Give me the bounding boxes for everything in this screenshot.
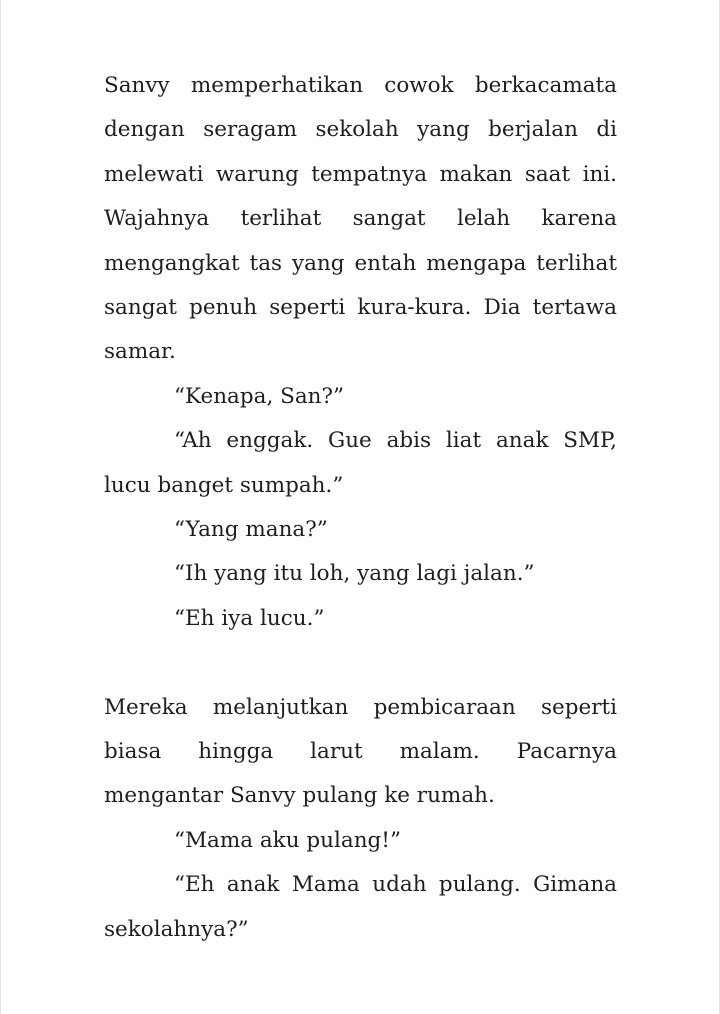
dialogue-line: “Yang mana?”	[174, 517, 328, 543]
narration-paragraph: Mereka melanjutkan pembicaraan seperti biasa hingga larut malam. Pacarnya mengantar Sanvy pulang ke rumah.	[104, 694, 617, 809]
dialogue-line: “Kenapa, San?”	[174, 383, 345, 409]
dialogue-line: “Eh anak Mama udah pulang. Gimana sekolahnya?”	[104, 872, 617, 942]
page-text	[104, 64, 617, 952]
dialogue-line: “Ah enggak. Gue abis liat anak SMP, lucu banget sumpah.”	[104, 428, 617, 498]
dialogue-line: “Mama aku pulang!”	[174, 827, 401, 853]
narration-paragraph: Sanvy memperhatikan cowok berkacamata dengan seragam sekolah yang berjalan di melewati warung tempatnya makan saat ini. Wajahnya terlihat sangat lelah karena mengangkat tas yang entah mengapa terlihat sangat penuh seperti kura-kura. Dia tertawa samar.	[104, 73, 617, 365]
dialogue-line: “Eh iya lucu.”	[174, 605, 325, 631]
scene-break	[104, 641, 617, 685]
dialogue-line: “Ih yang itu loh, yang lagi jalan.”	[174, 561, 535, 587]
